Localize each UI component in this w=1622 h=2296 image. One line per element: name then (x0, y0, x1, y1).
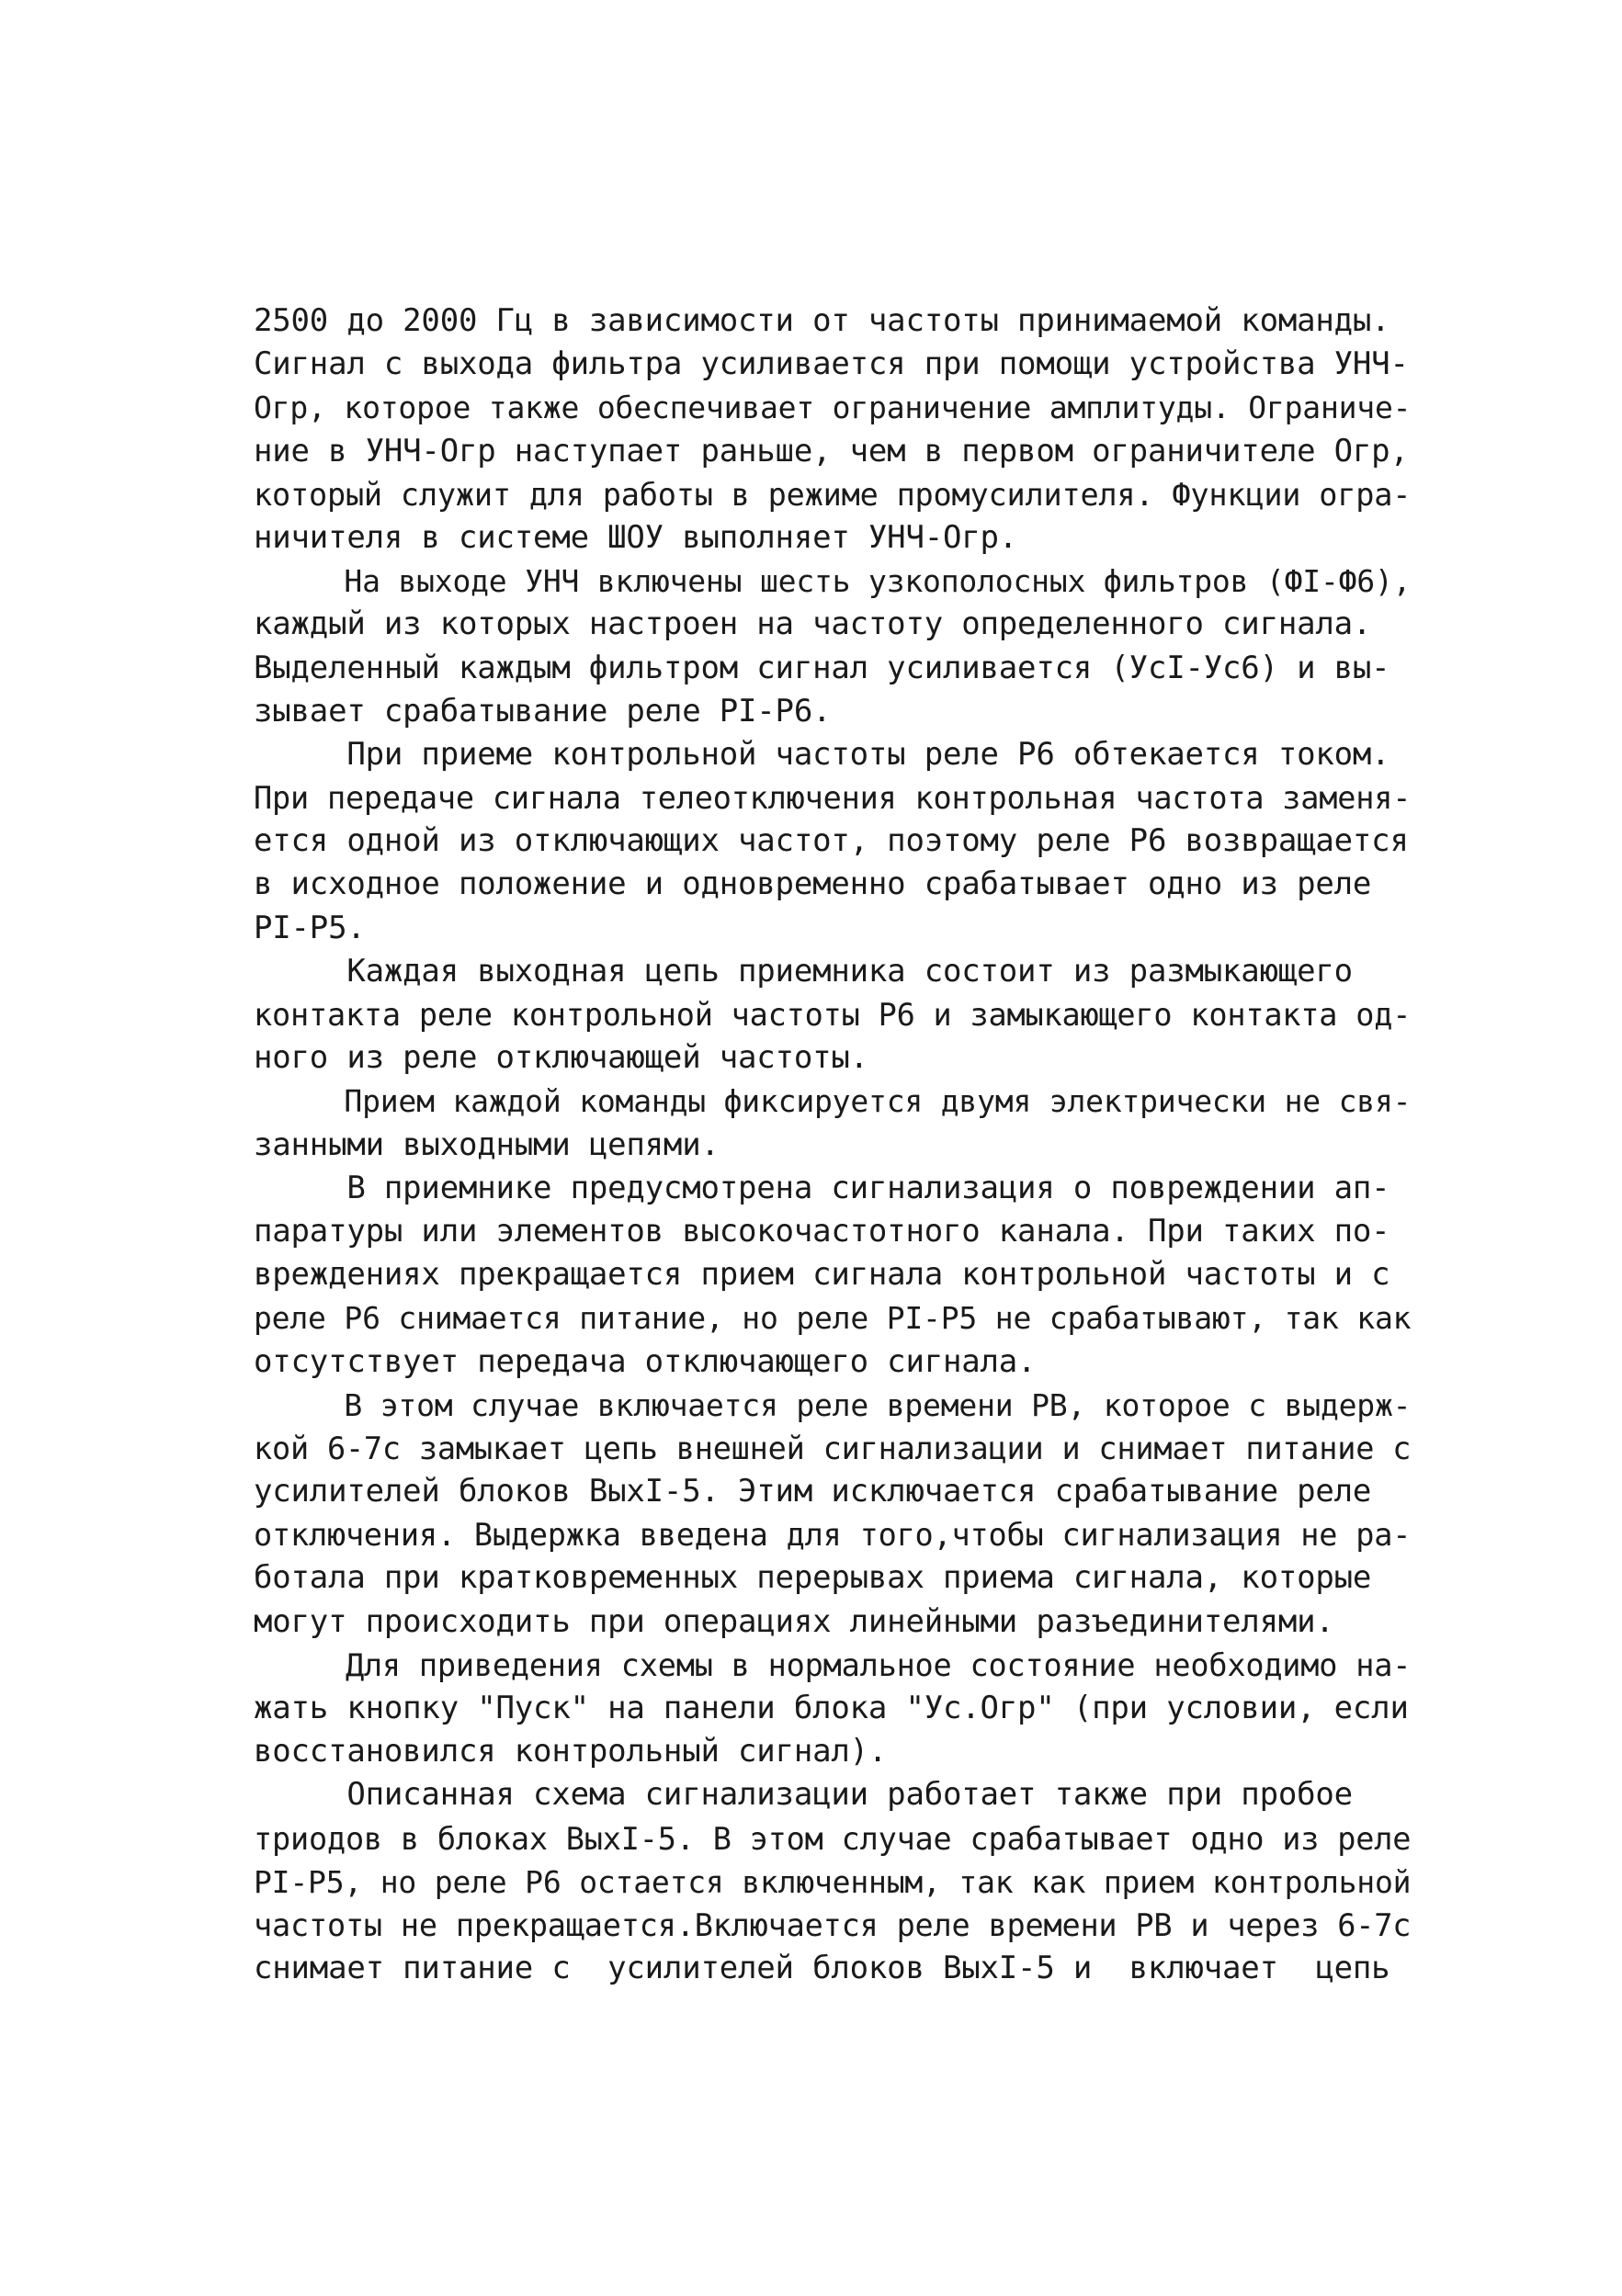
document-body (254, 300, 1412, 1990)
text-line: На выходе УНЧ включены шесть узкополосных фильтров (ФI-Ф6), (254, 563, 1412, 600)
text-line: отсутствует передача отключающего сигнала. (254, 1342, 1037, 1380)
text-line: Описанная схема сигнализации работает также при пробое (254, 1776, 1353, 1814)
text-line: в исходное положение и одновременно срабатывает одно из реле (254, 865, 1372, 903)
text-line: усилителей блоков ВыхI-5. Этим исключается срабатывание реле (254, 1473, 1372, 1510)
text-line: занными выходными цепями. (254, 1125, 720, 1163)
text-line: 2500 до 2000 Гц в зависимости от частоты принимаемой команды. (254, 302, 1390, 339)
text-line: могут происходить при операциях линейными разъединителями. (254, 1602, 1334, 1640)
text-line: реле Р6 снимается питание, но реле РI-Р5 не срабатывают, так как (254, 1300, 1412, 1337)
text-line: триодов в блоках ВыхI-5. В этом случае срабатывает одно из реле (254, 1820, 1412, 1857)
text-line: каждый из которых настроен на частоту определенного сигнала. (254, 605, 1372, 643)
text-line: Огр, которое также обеспечивает ограничение амплитуды. Ограниче- (254, 390, 1412, 426)
text-line: отключения. Выдержка введена для того,чтобы сигнализация не ра- (254, 1517, 1412, 1554)
text-line: контакта реле контрольной частоты Р6 и замыкающего контакта од- (254, 997, 1412, 1033)
text-line: Сигнал с выхода фильтра усиливается при помощи устройства УНЧ- (254, 345, 1409, 383)
text-line: частоты не прекращается.Включается реле времени РВ и через 6-7с (254, 1906, 1412, 1943)
text-line: В приемнике предусмотрена сигнализация о повреждении ап- (254, 1169, 1390, 1206)
text-line: ется одной из отключающих частот, поэтому реле Р6 возвращается (254, 822, 1409, 860)
text-line: РI-Р5, но реле Р6 остается включенным, так как прием контрольной (254, 1863, 1412, 1900)
text-line: В этом случае включается реле времени РВ, которое с выдерж- (254, 1386, 1412, 1423)
text-line: зывает срабатывание реле РI-Р6. (254, 692, 832, 730)
text-line: снимает питание с усилителей блоков ВыхI-5 и включает цепь (254, 1950, 1390, 1987)
text-line: вреждениях прекращается прием сигнала контрольной частоты и с (254, 1256, 1390, 1294)
text-line: восстановился контрольный сигнал). (254, 1733, 888, 1770)
text-line: РI-Р5. (254, 909, 366, 946)
text-line: паратуры или элементов высокочастотного канала. При таких по- (254, 1212, 1390, 1250)
text-line: Для приведения схемы в нормальное состояние необходимо на- (254, 1646, 1412, 1683)
text-line: который служит для работы в режиме промусилителя. Функции огра- (254, 476, 1412, 513)
text-line: ботала при кратковременных перерывах приема сигнала, которые (254, 1559, 1372, 1597)
text-line: ние в УНЧ-Огр наступает раньше, чем в первом ограничителе Огр, (254, 432, 1409, 469)
text-line: Прием каждой команды фиксируется двумя электрически не свя- (254, 1083, 1412, 1120)
text-line: Выделенный каждым фильтром сигнал усиливается (УсI-Ус6) и вы- (254, 649, 1390, 686)
text-line: жать кнопку "Пуск" на панели блока "Ус.Огр" (при условии, если (254, 1690, 1409, 1726)
text-line: Каждая выходная цепь приемника состоит из размыкающего (254, 952, 1353, 990)
text-line: кой 6-7с замыкает цепь внешней сигнализации и снимает питание с (254, 1430, 1412, 1466)
text-line: ничителя в системе ШОУ выполняет УНЧ-Огр. (254, 518, 1018, 556)
text-line: ного из реле отключающей частоты. (254, 1039, 868, 1077)
text-line: При передаче сигнала телеотключения контрольная частота заменя- (254, 780, 1412, 817)
text-line: При приеме контрольной частоты реле Р6 обтекается током. (254, 735, 1390, 773)
